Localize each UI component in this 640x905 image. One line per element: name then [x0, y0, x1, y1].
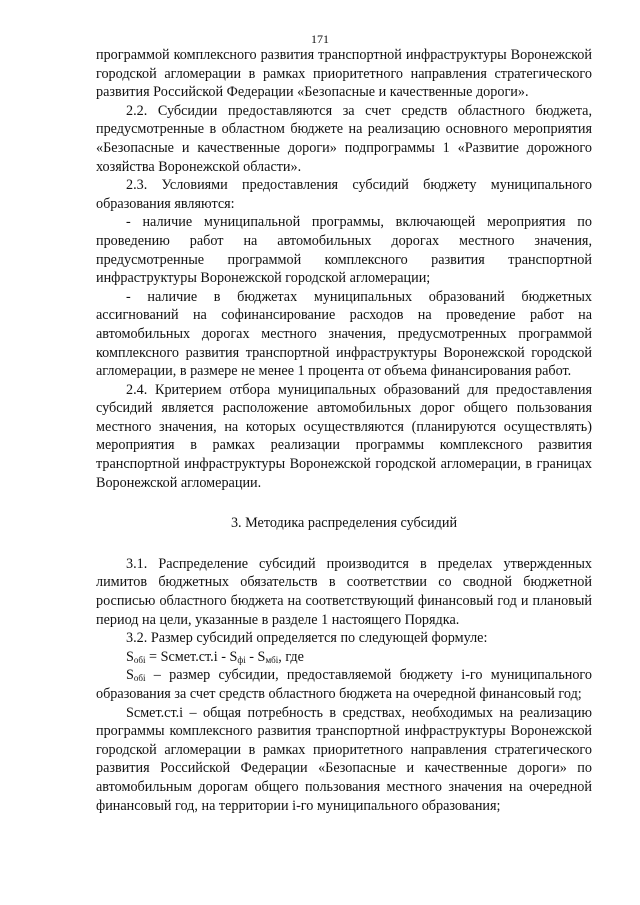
formula-subscript: обi: [133, 654, 146, 665]
formula-operator: -: [217, 648, 230, 665]
formula-symbol: S: [229, 648, 238, 665]
formula-subscript: фi: [237, 654, 246, 665]
paragraph: 2.3. Условиями предоставления субсидий бюджету муниципального образования являются:: [96, 177, 592, 212]
formula-operator: =: [145, 648, 161, 665]
definition-text: – размер субсидии, предоставляемой бюджету i-го муниципального образования за счет средств областного бюджета на очередной финансовый год;: [96, 667, 592, 702]
document-body: [96, 46, 592, 815]
formula-term: Sсмет.ст.i: [160, 648, 218, 665]
page-number: 171: [311, 32, 329, 46]
paragraph: 2.4. Критерием отбора муниципальных образований для предоставления субсидий является расположение автомобильных дорог общего пользования местного значения, на которых осуществляются (планируются осуществлять) мероприятия в рамках реализации программы комплексного развития транспортной инфраструктуры Воронежской городской агломерации, в границах Воронежской агломерации.: [96, 381, 592, 491]
formula-subscript: мбi: [265, 654, 279, 665]
formula-subscript: обi: [133, 673, 146, 684]
formula-symbol: S: [126, 648, 134, 665]
definition: Sсмет.ст.i – общая потребность в средствах, необходимых на реализацию программы комплексного развития транспортной инфраструктуры Воронежской городской агломерации в рамках приоритетного направления стратегического развития Российской Федерации «Безопасные и качественные дороги» по автомобильным дорогам общего пользования местного значения на очередной финансовый год, на территории i-го муниципального образования;: [96, 704, 592, 814]
list-item: - наличие в бюджетах муниципальных образований бюджетных ассигнований на софинансирование расходов на проведение работ на автомобильных дорогах местного значения, предусмотренных программой комплексного развития транспортной инфраструктуры Воронежской городской агломерации, в размере не менее 1 процента от объема финансирования работ.: [96, 288, 592, 380]
paragraph: программой комплексного развития транспортной инфраструктуры Воронежской городской агломерации в рамках приоритетного направления стратегического развития Российской Федерации «Безопасные и качественные дороги».: [96, 47, 592, 101]
formula-symbol: S: [257, 648, 266, 665]
section-heading: 3. Методика распределения субсидий: [230, 515, 458, 532]
paragraph: 3.2. Размер субсидий определяется по следующей формуле:: [126, 630, 488, 647]
formula-symbol: S: [126, 667, 134, 684]
paragraph: 3.1. Распределение субсидий производится в пределах утвержденных лимитов бюджетных обязательств в соответствии со сводной бюджетной росписью областного бюджета на соответствующий финансовый год и плановый период на цели, указанные в разделе 1 настоящего Порядка.: [96, 555, 592, 628]
formula: [96, 648, 592, 667]
definition: [96, 666, 592, 703]
formula-tail: , где: [278, 648, 304, 665]
formula-operator: -: [245, 648, 258, 665]
paragraph: 2.2. Субсидии предоставляются за счет средств областного бюджета, предусмотренные в областном бюджете на реализацию основного мероприятия «Безопасные и качественные дороги» подпрограммы 1 «Развитие дорожного хозяйства Воронежской области».: [96, 102, 592, 175]
list-item: - наличие муниципальной программы, включающей мероприятия по проведению работ на автомобильных дорогах местного значения, предусмотренные программой комплексного развития транспортной инфраструктуры Воронежской городской агломерации;: [96, 214, 592, 287]
